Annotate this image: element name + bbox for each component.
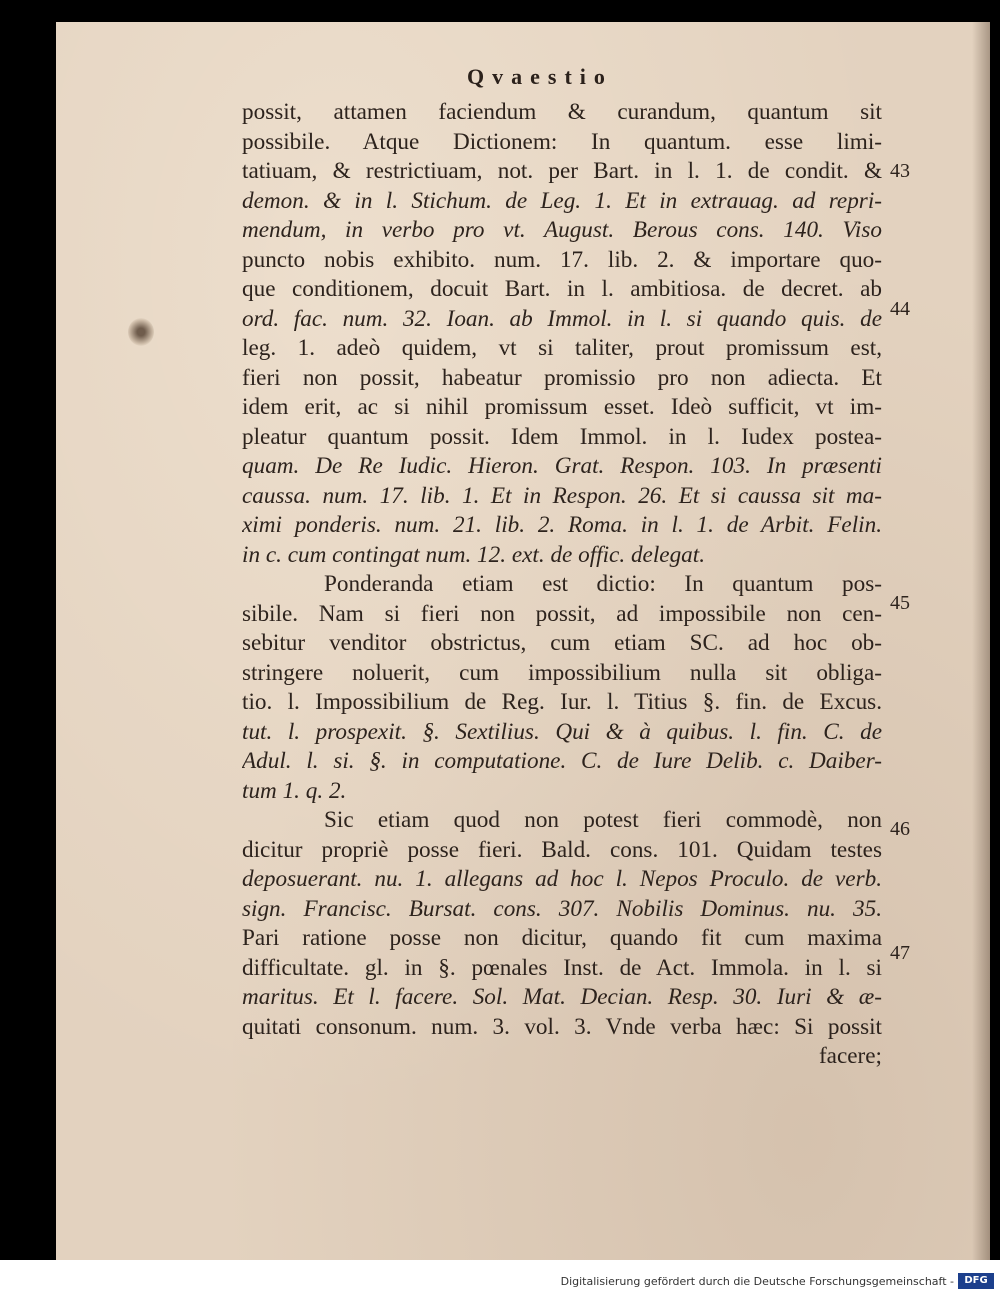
text-line: tio. l. Impossibilium de Reg. Iur. l. Titius §. fin. de Excus. [242,689,882,715]
text-line: stringere noluerit, cum impossibilium nulla sit obliga- [242,659,882,686]
text-line: sign. Francisc. Bursat. cons. 307. Nobilis Dominus. nu. 35. [242,895,882,922]
text-line: sibile. Nam si fieri non possit, ad impossibile non cen- [242,600,882,627]
text-line: demon. & in l. Stichum. de Leg. 1. Et in extrauag. ad repri- [242,187,882,214]
catchword: facere; [818,1043,882,1069]
text-line: quitati consonum. num. 3. vol. 3. Vnde verba hæc: Si possit [242,1013,882,1040]
ink-stain [128,318,154,346]
text-line: mendum, in verbo pro vt. August. Berous cons. 140. Viso [242,217,882,243]
running-header: Qvaestio [467,64,613,89]
funding-notice: Digitalisierung gefördert durch die Deutsche Forschungsgemeinschaft - [560,1275,954,1288]
text-line: pleatur quantum possit. Idem Immol. in l. Iudex postea- [242,423,882,450]
page-edge-shadow [972,22,990,1260]
text-line: Pari ratione posse non dicitur, quando fit cum maxima [242,925,882,951]
text-line: in c. cum contingat num. 12. ext. de offic. delegat. [242,541,705,568]
text-line: maritus. Et l. facere. Sol. Mat. Decian. Resp. 30. Iuri & æ- [242,984,882,1010]
text-line: Sic etiam quod non potest fieri commodè, non [324,807,882,833]
text-line: sebitur venditor obstrictus, cum etiam SC. ad hoc ob- [242,630,882,656]
text-line: possit, attamen faciendum & curandum, quantum sit [242,99,882,125]
text-line: caussa. num. 17. lib. 1. Et in Respon. 26. Et si caussa sit ma- [242,482,882,509]
text-line: dicitur propriè posse fieri. Bald. cons. 101. Quidam testes [242,836,882,863]
text-line: tum 1. q. 2. [242,777,347,804]
margin-number: 45 [890,592,910,614]
text-line: difficultate. gl. in §. pœnales Inst. de Act. Immola. in l. si [242,954,882,981]
margin-number: 47 [890,942,910,964]
text-line: ord. fac. num. 32. Ioan. ab Immol. in l. si quando quis. de [242,305,882,332]
text-line: idem erit, ac si nihil promissum esset. Ideò sufficit, vt im- [242,394,882,420]
margin-number: 44 [890,298,910,320]
footer-bar [0,1260,1000,1305]
text-line: Adul. l. si. §. in computatione. C. de Iure Delib. c. Daiber- [242,748,882,774]
text-line: fieri non possit, habeatur promissio pro non adiecta. Et [242,364,882,391]
body-text [242,98,882,1072]
text-line: tut. l. prospexit. §. Sextilius. Qui & à quibus. l. fin. C. de [242,718,882,745]
text-line: que conditionem, docuit Bart. in l. ambitiosa. de decret. ab [242,276,882,302]
text-line: deposuerant. nu. 1. allegans ad hoc l. Nepos Proculo. de verb. [242,866,882,892]
text-line: Ponderanda etiam est dictio: In quantum pos- [324,571,882,597]
margin-number: 43 [890,160,910,182]
text-line: tatiuam, & restrictiuam, not. per Bart. in l. 1. de condit. & [242,158,882,184]
margin-number: 46 [890,818,910,840]
text-line: ximi ponderis. num. 21. lib. 2. Roma. in l. 1. de Arbit. Felin. [242,512,882,538]
text-line: quam. De Re Iudic. Hieron. Grat. Respon. 103. In præsenti [242,453,882,479]
dfg-logo-icon: DFG [958,1273,994,1289]
text-line: puncto nobis exhibito. num. 17. lib. 2. & importare quo- [242,246,882,273]
text-line: leg. 1. adeò quidem, vt si taliter, prout promissum est, [242,335,882,361]
text-line: possibile. Atque Dictionem: In quantum. esse limi- [242,128,882,155]
